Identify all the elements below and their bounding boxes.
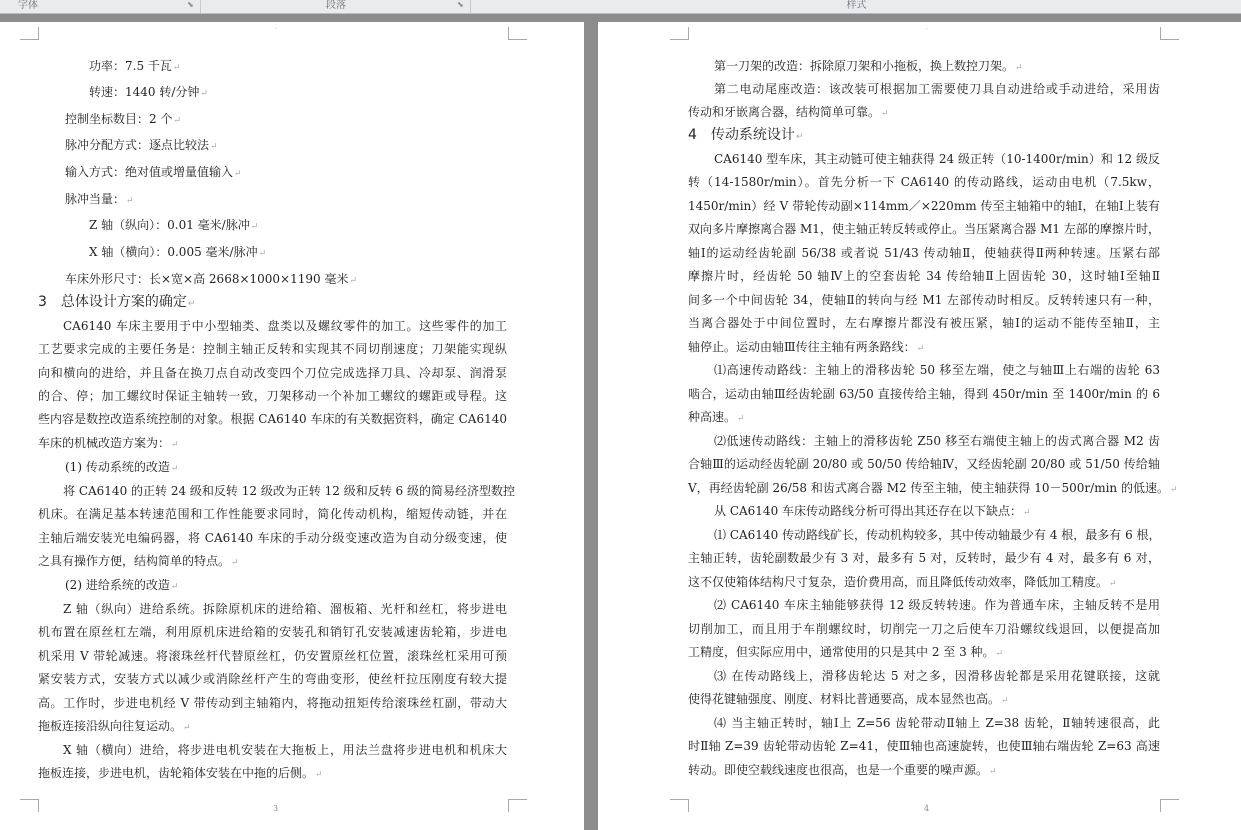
- paragraph-line: 1450r/min）经 V 带轮传动副×114mm／×220mm 传至主轴箱中的轴Ⅰ，在轴Ⅰ上装有: [688, 199, 1160, 213]
- spec-pulse-eq: 脉冲当量： ↵: [65, 192, 134, 208]
- paragraph-line: ⑴高速传动路线：主轴上的滑移齿轮 50 移至左端，使之与轴Ⅲ上右端的齿轮 63: [714, 363, 1160, 377]
- ribbon-group-bar: [0, 0, 1241, 14]
- paragraph-line: ⑷ 当主轴正转时，轴Ⅰ上 Z=56 齿轮带动Ⅱ轴上 Z=38 齿轮，Ⅱ轴转速很高，此: [714, 716, 1160, 730]
- paragraph-line: 机布置在原丝杠左端，利用原机床进给箱的安装孔和销钉孔安装减速齿轮箱，步进电: [38, 625, 507, 639]
- spec-speed: 转速：1440 转/分钟 ↵: [89, 85, 208, 101]
- section-heading-3: 3 总体设计方案的确定 ↵: [38, 294, 195, 312]
- paragraph-line: 啮合，运动由轴Ⅲ经齿轮副 63/50 直接传给主轴，得到 450r/min 至 1400r/min 的 6: [688, 387, 1160, 401]
- spec-x-axis: X 轴（横向）：0.005 毫米/脉冲 ↵: [89, 245, 266, 261]
- subsection-heading: (2) 进给系统的改造 ↵: [65, 578, 178, 594]
- page-number: 4: [924, 804, 930, 813]
- paragraph-line: 切削加工，而且用于车削螺纹时，切削完一刀之后使车刀沿螺纹线退回，以便提高加: [688, 622, 1160, 636]
- page-number: 3: [273, 804, 279, 813]
- subsection-heading: (1) 传动系统的改造 ↵: [65, 460, 178, 476]
- paragraph-line: 间多一个中间齿轮 34，使轴Ⅱ的转向与经 M1 左部传动时相反。反转转速只有一种，: [688, 293, 1160, 307]
- paragraph-line: 拖板连接，步进电机，齿轮箱体安装在中拖的后侧。 ↵: [38, 766, 323, 782]
- paragraph-line: Z 轴（纵向）进给系统。拆除原机床的进给箱、溜板箱、光杆和丝杠，将步进电: [63, 602, 507, 616]
- paragraph-line: 轴停止。运动由轴Ⅲ传往主轴有两条路线： ↵: [688, 340, 924, 356]
- paragraph-line: 转动。即使空载线速度也很高，也是一个重要的噪声源。 ↵: [688, 763, 997, 779]
- paragraph-line: 些内容是数控改造系统控制的对象。根据 CA6140 车床的有关数据资料，确定 CA6140: [38, 412, 507, 426]
- crop-mark: [1160, 27, 1179, 40]
- paragraph-line: 将 CA6140 的正转 24 级和反转 12 级改为正转 12 级和反转 6 级的简易经济型数控: [63, 484, 515, 498]
- crop-mark: [20, 27, 39, 40]
- paragraph-line: 工精度，但实际应用中，通常使用的只是其中 2 至 3 种。 ↵: [688, 645, 1003, 661]
- paragraph-line: 轴Ⅰ的运动经齿轮副 56/38 或者说 51/43 传动轴Ⅱ，使轴获得Ⅱ两种转速。压紧右部: [688, 246, 1160, 260]
- font-group-label: 字体: [18, 0, 38, 11]
- paragraph-dialog-launcher-icon[interactable]: ⬊: [457, 0, 464, 9]
- crop-mark: [508, 27, 527, 40]
- paragraph-line: 拖板连接沿纵向往复运动。 ↵: [38, 719, 191, 735]
- paragraph-line: ⑵ CA6140 车床主轴能够获得 12 级反转转速。作为普通车床，主轴反转不是用: [714, 598, 1160, 612]
- paragraph-line: 这不仅使箱体结构尺寸复杂，造价费用高，而且降低传动效率，降低加工精度。 ↵: [688, 575, 1117, 591]
- spec-dimensions: 车床外形尺寸：长×宽×高 2668×1000×1190 毫米 ↵: [65, 272, 357, 288]
- crop-mark: [508, 799, 527, 812]
- paragraph-line: 传动和牙嵌离合器，结构简单可靠。 ↵: [688, 105, 889, 121]
- font-dialog-launcher-icon[interactable]: ⬊: [187, 0, 194, 9]
- spec-pulse-method: 脉冲分配方式：逐点比较法 ↵: [65, 138, 218, 154]
- paragraph-line: 之具有操作方便，结构简单的特点。 ↵: [38, 554, 239, 570]
- spec-z-axis: Z 轴（纵向）：0.01 毫米/脉冲 ↵: [89, 218, 258, 234]
- crop-mark: [1160, 799, 1179, 812]
- paragraph-line: 向和横向的进给，并且备在换刀点自动改变四个刀位完成选择刀具、冷却泵、润滑泵: [38, 366, 507, 380]
- section-heading-4: 4 传动系统设计 ↵: [688, 127, 803, 145]
- document-page-right[interactable]: [598, 22, 1241, 830]
- paragraph-line: 紧安装方式，安装方式以减少或消除丝杆产生的弯曲变形，使丝杆拉压刚度有较大提: [38, 672, 507, 686]
- paragraph-line: 时Ⅱ轴 Z=39 齿轮带动齿轮 Z=41，使Ⅲ轴也高速旋转，也使Ⅲ轴右端齿轮 Z=63 高速: [688, 739, 1160, 753]
- paragraph-line: 从 CA6140 车床传动路线分析可得出其还存在以下缺点： ↵: [714, 504, 1031, 520]
- document-page-left[interactable]: [0, 22, 584, 830]
- paragraph-line: 第二电动尾座改造：该改装可根据加工需要使刀具自动进给或手动进给，采用齿: [714, 82, 1160, 96]
- header-mark: ˙: [274, 28, 278, 36]
- spec-input: 输入方式：绝对值或增量值输入 ↵: [65, 165, 242, 181]
- paragraph-line: ⑵低速传动路线：主轴上的滑移齿轮 Z50 移至右端使主轴上的齿式离合器 M2 齿: [714, 434, 1160, 448]
- paragraph-line: X 轴（横向）进给，将步进电机安装在大拖板上，用法兰盘将步进电机和机床大: [63, 743, 507, 757]
- paragraph-group-label: 段落: [200, 0, 471, 13]
- page-gap: [584, 22, 598, 830]
- header-mark: ˙: [925, 28, 929, 36]
- paragraph-line: 高。工作时，步进电机经 V 带传动到主轴箱内，将拖动扭矩传给滚珠丝杠副，带动大: [38, 696, 507, 710]
- paragraph-line: CA6140 车床主要用于中小型轴类、盘类以及螺纹零件的加工。这些零件的加工: [63, 319, 507, 333]
- paragraph-line: 合轴Ⅲ的运动经齿轮副 20/80 或 50/50 传给轴Ⅳ，又经齿轮副 20/80 或 51/50 传给轴: [688, 457, 1160, 471]
- crop-mark: [20, 799, 39, 812]
- paragraph-line: 机采用 V 带轮减速。将滚珠丝杆代替原丝杠，仍安置原丝杠位置，滚珠丝杠采用可预: [38, 649, 507, 663]
- crop-mark: [670, 27, 689, 40]
- spec-axes: 控制坐标数目：2 个 ↵: [65, 112, 181, 128]
- paragraph-line: 的合、停；加工螺纹时保证主轴转一致，刀架移动一个补加工螺纹的螺距或导程。这: [38, 389, 507, 403]
- paragraph-line: 第一刀架的改造：拆除原刀架和小拖板，换上数控刀架。 ↵: [714, 59, 1023, 75]
- crop-mark: [670, 799, 689, 812]
- paragraph-line: ⑴ CA6140 传动路线矿长，传动机构较多，其中传动轴最少有 4 根，最多有 6 根，: [714, 528, 1161, 542]
- paragraph-line: 使得花键轴强度、刚度、材料比普通要高，成本显然也高。 ↵: [688, 692, 1009, 708]
- paragraph-line: CA6140 型车床，其主动链可使主轴获得 24 级正转（10-1400r/min）和 12 级反: [714, 152, 1160, 166]
- paragraph-line: 主轴后端安装光电编码器，将 CA6140 车床的手动分级变速改造为自动分级变速，使: [38, 531, 507, 545]
- paragraph-line: 双向多片摩擦离合器 M1，使主轴正转反转或停止。当压紧离合器 M1 左部的摩擦片时，: [688, 222, 1160, 236]
- paragraph-line: 转（14-1580r/min）。首先分析一下 CA6140 的传动路线，运动由电机（7.5kw，: [688, 175, 1160, 189]
- paragraph-line: Ⅴ，再经齿轮副 26/58 和齿式离合器 M2 传至主轴，使主轴获得 10－500r/min 的低速。 ↵: [688, 481, 1178, 497]
- paragraph-line: 车床的机械改造方案为： ↵: [38, 436, 179, 452]
- paragraph-line: 摩擦片时，经齿轮 50 轴Ⅳ上的空套齿轮 34 传给轴Ⅱ上固齿轮 30，这时轴Ⅰ至轴Ⅱ: [688, 269, 1160, 283]
- styles-group-label: 样式: [470, 0, 1241, 13]
- paragraph-line: 当离合器处于中间位置时，左右摩擦片都没有被压紧，轴Ⅰ的运动不能传至轴Ⅱ，主: [688, 316, 1160, 330]
- paragraph-line: 工艺要求完成的主要任务是：控制主轴正反转和实现其不同切削速度；刀架能实现纵: [38, 342, 507, 356]
- spec-power: 功率：7.5 千瓦 ↵: [89, 59, 180, 75]
- paragraph-line: 种高速。 ↵: [688, 410, 745, 426]
- paragraph-line: 机床。在满足基本转速范围和工作性能要求同时，简化传动机构，缩短传动链，并在: [38, 507, 507, 521]
- paragraph-line: 主轴正转，齿轮副数最少有 3 对，最多有 5 对，反转时，最少有 4 对，最多有 6 对，: [688, 551, 1160, 565]
- paragraph-line: ⑶ 在传动路线上，滑移齿轮达 5 对之多，因滑移齿轮都是采用花键联接，这就: [714, 669, 1160, 683]
